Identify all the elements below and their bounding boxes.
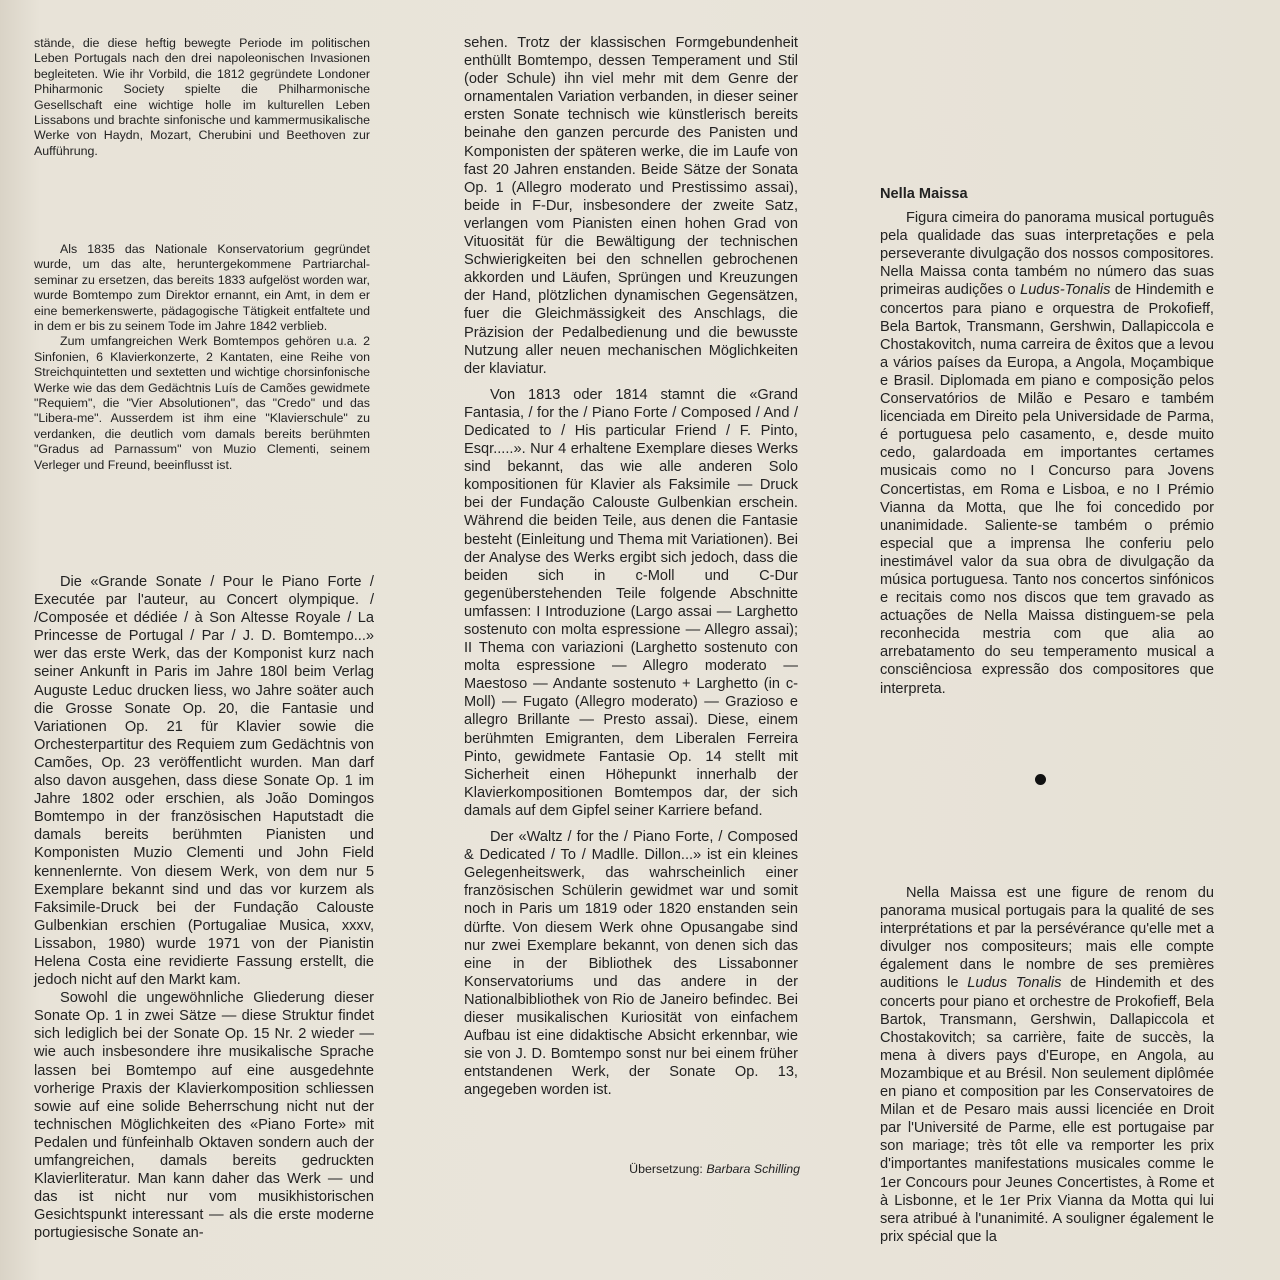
paragraph: Der «Waltz / for the / Piano Forte, / Composed & Dedicated / To / Madlle. Dillon...» ist ein kleines Gelegenheitswerk, das wahrscheinlich einer französischen Schülerin gewidmet war und somit noch in Paris um 1819 oder 1820 enstanden sein dürfte. Von diesem Werk ohne Opusangabe sind nur zwei Exemplare bekannt, von denen sich das eine in der Bibliothek des Lissabonner Konservatoriums und das andere in der Nationalbibliothek von Rio de Janeiro befindec. Bei dieser musikalischen Kuriosität von einfachem Aufbau ist eine didaktische Absicht erkennbar, wie sie von J. D. Bomtempo sonst nur bei einem früher entstandenen Werk, der Sonate Op. 13, angegeben worden ist. — [464, 829, 798, 1099]
paragraph: Figura cimeira do panorama musical português pela qualidade das suas interpretações e pela perseverante divulgação dos nossos compositores. Nella Maissa conta também no número das suas primeiras audições o Ludus-Tonalis de Hindemith e concertos para piano e orquestra de Prokofieff, Bela Bartok, Transmann, Gershwin, Dallapiccola e Chostakovitch, numa carreira de êxitos que a levou a vários países da Europa, a Angola, Moçambique e Brasil. Diplomada em piano e composição pelos Conservatórios de Milão e Pesaro e também licenciada em Direito pela Universidade de Parma, é portuguesa pelo casamento, e, desde muito cedo, galardoada em importantes certames musicais como no I Concurso para Jovens Concertistas, em Roma e Lisboa, e no I Prémio Vianna da Motta, que lhe foi concedido por unanimidade. Saliente-se também o prémio especial que a imprensa lhe conferiu pelo inestimável valor da sua obra de divulgação da música portuguesa. Tanto nos concertos sinfónicos e recitais como nos discos que tem gravado as actuações de Nella Maissa distinguem-se pela reconhecida mestria com que alia ao arrebatamento do seu temperamento musical a consciênciosa expressão dos compositores que interpreta. — [880, 210, 1214, 697]
column-1-bottom — [34, 573, 374, 1242]
paragraph: Als 1835 das Nationale Konservatorium gegründet wurde, um das alte, heruntergekommene Partriarchal-seminar zu ersetzen, das bereits 1833 aufgelöst worden war, wurde Bomtempo zum Direktor ernannt, ein Amt, in dem er eine bemerkenswerte, pädagogische Tätigkeit entfaltete und in dem er bis zu seinem Tode im Jahre 1842 verblieb. — [34, 242, 370, 334]
translation-credit — [610, 1162, 800, 1176]
paragraph: sehen. Trotz der klassischen Formgebundenheit enthüllt Bomtempo, dessen Temperament und Stil (oder Schule) ihn viel mehr mit dem Genre der ornamentalen Variation verbanden, in dieser seiner ersten Sonate technisch wie künstlerisch bereits beinahe den ganzen percurde des Panisten und Komponisten der späteren werke, die im Laufe von fast 20 Jahren enstanden. Beide Sätze der Sonata Op. 1 (Allegro moderato und Prestissimo assai), beide in F-Dur, insbesondere der zweite Satz, verlangen vom Pianisten einen hohen Grad von Vituosität für die Bewältigung der technischen Schwierigkeiten bei den schnellen gebrochenen akkorden und Läufen, Sprüngen und Kreuzungen der Hand, plötzlichen dynamischen Gegensätzen, fuer die Gleichmässigkeit des Anschlags, die Präzision der Pedalbedienung und die bewusste Nutzung aller neuen mechanischen Möglichkeiten der klaviatur. — [464, 35, 798, 377]
column-3-portuguese — [880, 185, 1214, 698]
artist-heading: Nella Maissa — [880, 186, 968, 202]
paragraph: Nella Maissa est une figure de renom du panorama musical portugais para la qualité de ses interprétations et par la persévérance qu'elle met a divulger nos compositeurs; mais elle compte également dans le nombre de ses premières auditions le Ludus Tonalis de Hindemith et des concerts pour piano et orchestre de Prokofieff, Bela Bartok, Transmann, Gershwin, Dallapiccola et Chostakovitch; sa carrière, faite de succès, la mena à divers pays d'Europe, en Angola, au Mozambique et au Brésil. Non seulement diplômée en piano et composition par les Conservatoires de Milan et de Pesaro mais aussi licenciée en Droit par l'Université de Parme, elle est portugaise par son mariage; très tôt elle va remporter les prix d'importantes manifestations musicales comme le 1er Concours pour Jeunes Concertistes, à Rome et à Lisbonne, et le 1er Prix Vianna da Motta qui lui sera atribué à l'unanimité. A souligner également le prix spécial que la — [880, 885, 1214, 1245]
paragraph: stände, die diese heftig bewegte Periode im politischen Leben Portugals nach den drei napoleonischen Invasionen begleiteten. Wie ihr Vorbild, die 1812 gegründete Londoner Phiharmonic Society spielte die Philharmonische Gesellschaft eine wichtige holle im kulturellen Leben Lissabons und brachte sinfonische und kammermusikalische Werke von Haydn, Mozart, Cherubini und Beethoven zur Aufführung. — [34, 36, 370, 158]
separator-dot — [1035, 774, 1046, 785]
paragraph: Zum umfangreichen Werk Bomtempos gehören u.a. 2 Sinfonien, 6 Klavierkonzerte, 2 Kantaten, eine Reihe von Streichquintetten und sextetten und wichtige chorsinfonische Werke wie das dem Gedächtnis Luís de Camões gewidmete "Requiem", die "Vier Absolutionen", das "Credo" und das "Libera-me". Ausserdem ist ihm eine "Klavierschule" zu verdanken, die deutlich vom damals bereits berühmten "Gradus ad Parnassum" von Muzio Clementi, seinem Verleger und Freund, beeinflusst ist. — [34, 334, 370, 472]
column-1-middle — [34, 242, 370, 473]
credit-name: Barbara Schilling — [706, 1162, 800, 1176]
column-2 — [464, 34, 798, 1099]
paragraph: Die «Grande Sonate / Pour le Piano Forte / Executée par l'auteur, au Concert olympique. / /Composée et dédiée / à Son Altesse Royale / La Princesse de Portugal / Par / J. D. Bomtempo...» wer das erste Werk, das der Komponist kurz nach seiner Ankunft in Paris im Jahre 180l beim Verlag Auguste Leduc drucken liess, wo Jahre soäter auch die Grosse Sonate Op. 20, die Fantasie und Variationen Op. 21 für Klavier sowie die Orchesterpartitur des Requiem zum Gedächtnis von Camões, Op. 23 veröffentlicht wurden. Man darf also davon ausgehen, dass diese Sonate Op. 1 im Jahre 1802 oder erschien, als João Domingos Bomtempo in der französischen Haputstadt die damals bereits berühmten Pianisten und Komponisten Muzio Clementi und John Field kennenlernte. Von diesem Werk, von dem nur 5 Exemplare bekannt sind und das vor kurzem als Faksimile-Druck bei der Fundação Calouste Gulbenkian erschien (Portugaliae Musica, xxxv, Lissabon, 1980) wurde 1971 von der Pianistin Helena Costa eine revidierte Fassung erstellt, die jedoch nicht auf den Markt kam. — [34, 574, 374, 989]
paragraph: Von 1813 oder 1814 stamnt die «Grand Fantasia, / for the / Piano Forte / Composed / And / Dedicated to / His particular Friend / F. Pinto, Esqr.....». Nur 4 erhaltene Exemplare dieses Werks sind bekannt, das wie alle anderen Solo kompositionen für Klavier als Faksimile — Druck bei der Fundação Calouste Gulbenkian erschein. Während die beiden Teile, aus denen die Fantasie besteht (Einleitung und Thema mit Variationen). Bei der Analyse des Werks ergibt sich jedoch, dass die beiden sich in c-Moll und C-Dur gegenüberstehenden Teile folgende Abschnitte umfassen: I Introduzione (Largo assai — Larghetto sostenuto con molta espressione — Allegro assai); II Thema con variazioni (Larghetto sostenuto con molta espressione — Allegro moderato — Maestoso — Andante sostenuto + Larghetto (in c-Moll) — Fugato (Allegro moderato) — Grazioso e allegro Brillante — Presto assai). Diese, einem berühmten Emigranten, dem Liberalen Ferreira Pinto, gewidmete Fantasie Op. 14 stellt mit Sicherheit einen Höhepunkt innerhalb der Klavierkompositionen Bomtempos dar, der sich damals auf dem Gipfel seiner Karriere befand. — [464, 386, 798, 819]
column-1-top — [34, 36, 370, 159]
paragraph: Sowohl die ungewöhnliche Gliederung dieser Sonate Op. 1 in zwei Sätze — diese Struktur findet sich lediglich bei der Sonate Op. 15 Nr. 2 wieder — wie auch insbesondere ihre musikalische Sprache lassen bei Bomtempo auf eine ausgedehnte vorherige Praxis der Klavierkomposition schliessen sowie auf eine solide Beherrschung nicht nut der technischen Möglichkeiten des «Piano Forte» mit Pedalen und fünfeinhalb Oktaven sondern auch der umfangreichen, damals bereits gedruckten Klavierliteratur. Man kann daher das Werk — und das ist nicht nur vom musikhistorischen Gesichtspunkt interessant — als die erste moderne portugiesische Sonate an- — [34, 990, 374, 1242]
credit-label: Übersetzung: — [629, 1162, 703, 1176]
column-3-french — [880, 884, 1214, 1246]
